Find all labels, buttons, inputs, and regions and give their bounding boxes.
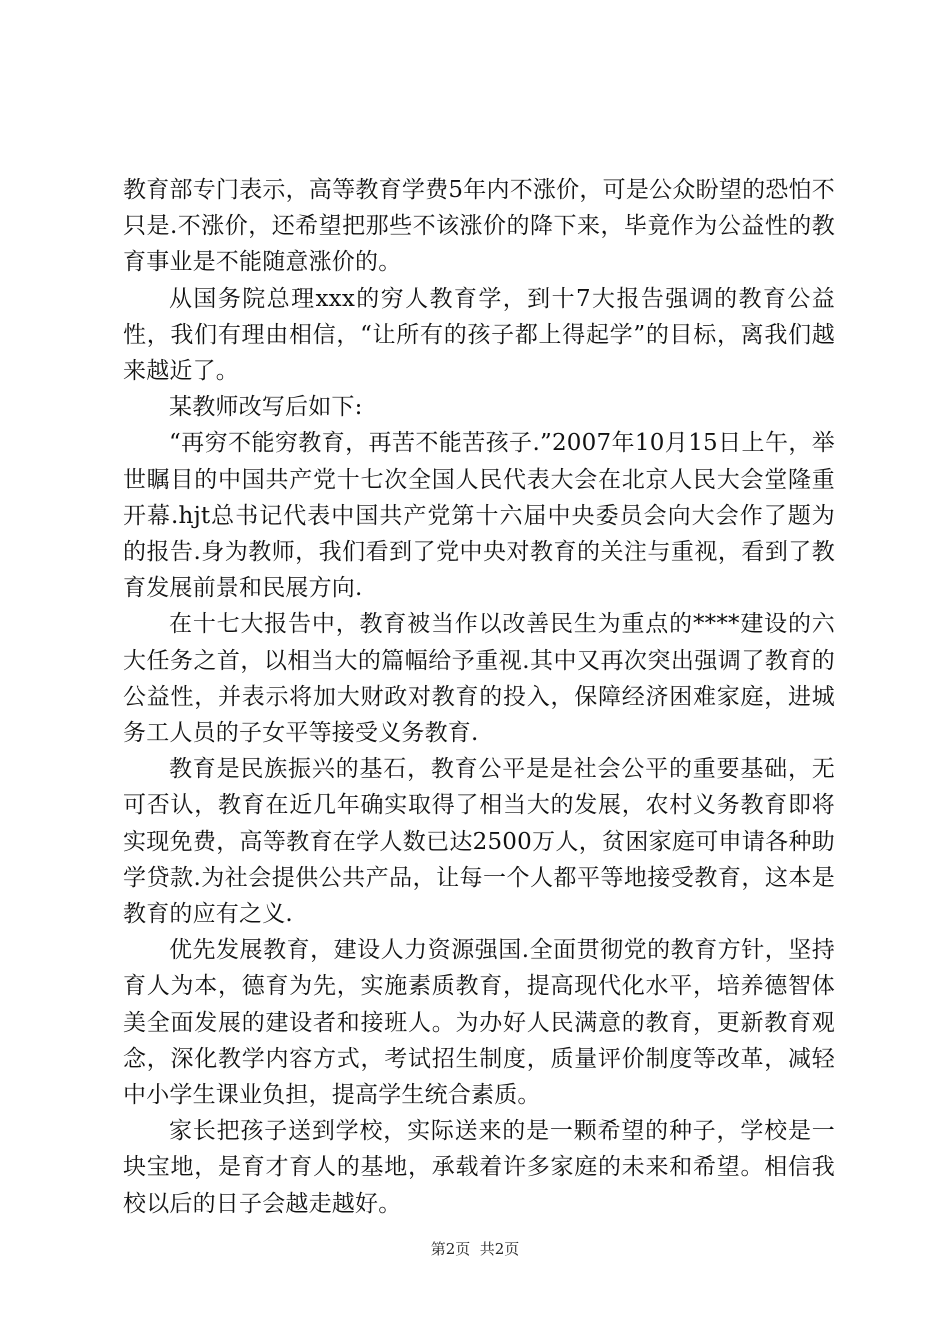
paragraph-5: 在十七大报告中，教育被当作以改善民生为重点的****建设的六大任务之首，以相当大的篇幅给予重视.其中又再次突出强调了教育的公益性，并表示将加大财政对教育的投入，保障经济困难家庭，进城务工人员的子女平等接受义务教育. (123, 611, 835, 747)
document-body (123, 172, 835, 1222)
paragraph-3: 某教师改写后如下: (169, 394, 363, 421)
paragraph-8: 家长把孩子送到学校，实际送来的是一颗希望的种子，学校是一块宝地，是育才育人的基地，承载着许多家庭的未来和希望。相信我校以后的日子会越走越好。 (123, 1118, 835, 1217)
paragraph-6: 教育是民族振兴的基石，教育公平是是社会公平的重要基础，无可否认，教育在近几年确实取得了相当大的发展，农村义务教育即将实现免费，高等教育在学人数已达2500万人，贫困家庭可申请各种助学贷款.为社会提供公共产品，让每一个人都平等地接受教育，这本是教育的应有之义. (123, 756, 835, 928)
paragraph-4: “再穷不能穷教育，再苦不能苦孩子.”2007年10月15日上午，举世瞩目的中国共产党十七次全国人民代表大会在北京人民大会堂隆重开幕.hjt总书记代表中国共产党第十六届中央委员会向大会作了题为的报告.身为教师，我们看到了党中央对教育的关注与重视，看到了教育发展前景和民展方向. (123, 430, 835, 602)
paragraph-2: 从国务院总理xxx的穷人教育学，到十7大报告强调的教育公益性，我们有理由相信，“让所有的孩子都上得起学”的目标，离我们越来越近了。 (123, 285, 835, 385)
paragraph-1: 教育部专门表示，高等教育学费5年内不涨价，可是公众盼望的恐怕不只是.不涨价，还希望把那些不该涨价的降下来，毕竟作为公益性的教育事业是不能随意涨价的。 (123, 177, 835, 276)
paragraph-7: 优先发展教育，建设人力资源强国.全面贯彻党的教育方针，坚持育人为本，德育为先，实施素质教育，提高现代化水平，培养德智体美全面发展的建设者和接班人。为办好人民满意的教育，更新教育观念，深化教学内容方式，考试招生制度，质量评价制度等改革，减轻中小学生课业负担，提高学生统合素质。 (123, 937, 835, 1109)
page-number-footer: 第2页 共2页 (430, 1240, 520, 1258)
